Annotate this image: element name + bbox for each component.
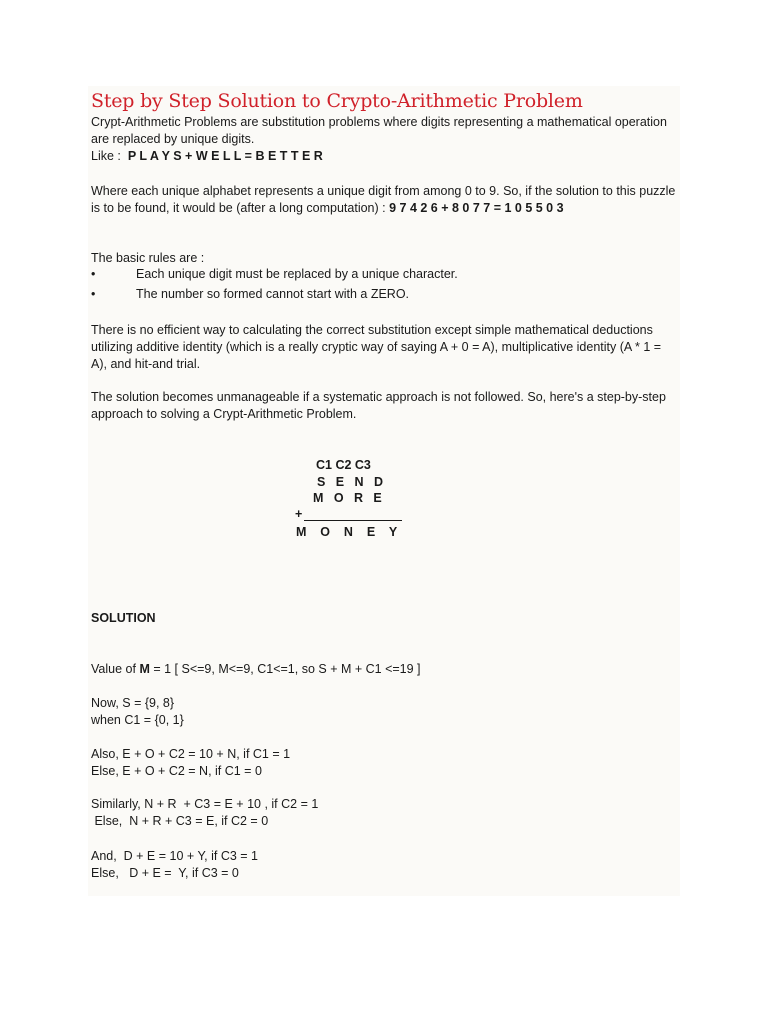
puzzle-row-more: M O R E <box>313 491 382 505</box>
solution-eq2 <box>91 796 318 830</box>
intro-line-2: are replaced by unique digits. <box>91 132 255 146</box>
solution-m-value <box>91 661 421 678</box>
efficiency-line-1: There is no efficient way to calculating the correct substitution except simple mathematical deductions <box>91 323 653 337</box>
example-paragraph <box>91 183 675 217</box>
like-example: P L A Y S + W E L L = B E T T E R <box>127 149 323 163</box>
solution-s-line-1: Now, S = {9, 8} <box>91 696 175 710</box>
efficiency-line-3: A), and hit-and trial. <box>91 357 201 371</box>
intro-line-1: Crypt-Arithmetic Problems are substitution problems where digits representing a mathematical operation <box>91 115 667 129</box>
solution-s-line-2: when C1 = {0, 1} <box>91 713 184 727</box>
approach-paragraph <box>91 389 666 423</box>
puzzle-sum-line <box>304 520 402 521</box>
rule-item-text: Each unique digit must be replaced by a unique character. <box>136 267 458 281</box>
rule-item-1 <box>91 266 671 283</box>
puzzle-carries: C1 C2 C3 <box>316 458 371 472</box>
puzzle-operator: + <box>295 507 303 521</box>
solution-m-line <box>91 661 421 678</box>
example-line-2-prefix: is to be found, it would be (after a long computation) : <box>91 201 386 215</box>
efficiency-paragraph <box>91 322 661 373</box>
solution-eq1-line-2: Else, E + O + C2 = N, if C1 = 0 <box>91 764 262 778</box>
solution-eq2-line-1: Similarly, N + R + C3 = E + 10 , if C2 = 1 <box>91 797 319 811</box>
bullet-icon: • <box>91 267 96 281</box>
solution-eq3-line-1: And, D + E = 10 + Y, if C3 = 1 <box>91 849 259 863</box>
approach-line-2: approach to solving a Crypt-Arithmetic Problem. <box>91 407 357 421</box>
example-line-2 <box>91 200 675 217</box>
solution-eq1-line-1: Also, E + O + C2 = 10 + N, if C1 = 1 <box>91 747 291 761</box>
solution-eq1 <box>91 746 290 780</box>
document-page <box>88 86 680 896</box>
rule-item-2 <box>91 286 671 303</box>
rule-item-text: The number so formed cannot start with a ZERO. <box>136 287 410 301</box>
bullet-icon: • <box>91 287 96 301</box>
puzzle-row-send: S E N D <box>317 475 383 489</box>
solution-eq2-line-2: Else, N + R + C3 = E, if C2 = 0 <box>91 814 269 828</box>
example-answer: 9 7 4 2 6 + 8 0 7 7 = 1 0 5 5 0 3 <box>389 201 564 215</box>
like-label: Like : <box>91 149 121 163</box>
efficiency-line-2: utilizing additive identity (which is a really cryptic way of saying A + 0 = A), multiplicative identity (A * 1 = <box>91 340 662 354</box>
solution-eq3 <box>91 848 258 882</box>
intro-like-line <box>91 148 667 165</box>
approach-line-1: The solution becomes unmanageable if a systematic approach is not followed. So, here's a step-by-step <box>91 390 666 404</box>
solution-m-prefix: Value of <box>91 662 136 676</box>
page-title: Step by Step Solution to Crypto-Arithmetic Problem <box>91 90 583 112</box>
puzzle-result-money: M O N E Y <box>296 525 398 539</box>
solution-heading: SOLUTION <box>91 611 156 625</box>
solution-eq3-line-2: Else, D + E = Y, if C3 = 0 <box>91 866 239 880</box>
example-line-1: Where each unique alphabet represents a unique digit from among 0 to 9. So, if the solution to this puzzle <box>91 184 676 198</box>
solution-m-suffix: = 1 [ S<=9, M<=9, C1<=1, so S + M + C1 <=19 ] <box>153 662 421 676</box>
solution-m-var: M <box>139 662 150 676</box>
solution-s-values <box>91 695 184 729</box>
intro-paragraph <box>91 114 667 165</box>
rules-heading: The basic rules are : <box>91 251 205 265</box>
